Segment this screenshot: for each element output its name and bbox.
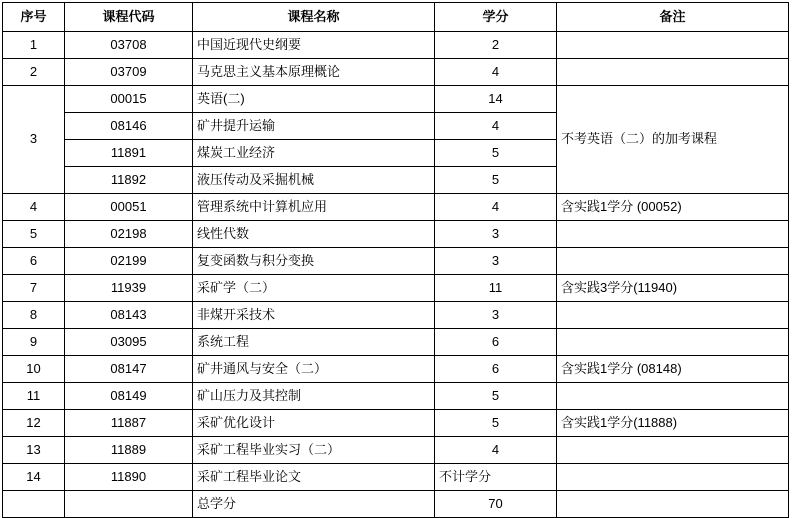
table-row	[3, 302, 789, 329]
cell-remark	[557, 59, 789, 86]
cell-credit: 4	[435, 59, 557, 86]
cell-credit: 11	[435, 275, 557, 302]
table-row	[3, 221, 789, 248]
cell-seq: 2	[3, 59, 65, 86]
cell-seq: 12	[3, 410, 65, 437]
cell-remark: 含实践1学分 (08148)	[557, 356, 789, 383]
cell-credit: 5	[435, 167, 557, 194]
cell-code: 02199	[65, 248, 193, 275]
cell-code: 11939	[65, 275, 193, 302]
cell-name: 矿井提升运输	[193, 113, 435, 140]
cell-remark	[557, 302, 789, 329]
cell-name: 液压传动及采掘机械	[193, 167, 435, 194]
cell-remark	[557, 32, 789, 59]
cell-name: 采矿工程毕业实习（二）	[193, 437, 435, 464]
column-header-seq: 序号	[3, 3, 65, 32]
cell-code: 08143	[65, 302, 193, 329]
cell-seq-group: 3	[3, 86, 65, 194]
cell-credit: 4	[435, 194, 557, 221]
cell-code: 00015	[65, 86, 193, 113]
cell-credit: 2	[435, 32, 557, 59]
table-total-row	[3, 491, 789, 518]
cell-name: 采矿工程毕业论文	[193, 464, 435, 491]
cell-seq: 4	[3, 194, 65, 221]
cell-name: 采矿学（二）	[193, 275, 435, 302]
cell-code: 03095	[65, 329, 193, 356]
cell-seq: 9	[3, 329, 65, 356]
cell-credit: 14	[435, 86, 557, 113]
cell-remark	[557, 221, 789, 248]
cell-code: 03708	[65, 32, 193, 59]
cell-name: 英语(二)	[193, 86, 435, 113]
cell-remark	[557, 464, 789, 491]
cell-remark: 含实践3学分(11940)	[557, 275, 789, 302]
cell-remark	[557, 248, 789, 275]
cell-credit: 5	[435, 410, 557, 437]
cell-name: 采矿优化设计	[193, 410, 435, 437]
cell-code: 11891	[65, 140, 193, 167]
cell-code: 08149	[65, 383, 193, 410]
table-row	[3, 194, 789, 221]
cell-remark	[557, 437, 789, 464]
cell-credit: 4	[435, 113, 557, 140]
cell-code: 02198	[65, 221, 193, 248]
column-header-code: 课程代码	[65, 3, 193, 32]
cell-name: 矿井通风与安全（二）	[193, 356, 435, 383]
cell-code: 08147	[65, 356, 193, 383]
cell-code-empty	[65, 491, 193, 518]
column-header-remark: 备注	[557, 3, 789, 32]
cell-seq: 11	[3, 383, 65, 410]
table-header-row	[3, 3, 789, 32]
cell-name: 煤炭工业经济	[193, 140, 435, 167]
table-row	[3, 356, 789, 383]
cell-code: 00051	[65, 194, 193, 221]
cell-seq: 8	[3, 302, 65, 329]
table-row	[3, 329, 789, 356]
cell-seq: 5	[3, 221, 65, 248]
table-row	[3, 248, 789, 275]
cell-remark: 含实践1学分(11888)	[557, 410, 789, 437]
table-row	[3, 59, 789, 86]
cell-seq: 13	[3, 437, 65, 464]
cell-remark: 含实践1学分 (00052)	[557, 194, 789, 221]
table-row	[3, 275, 789, 302]
cell-name: 管理系统中计算机应用	[193, 194, 435, 221]
cell-credit: 3	[435, 221, 557, 248]
cell-code: 08146	[65, 113, 193, 140]
cell-name: 非煤开采技术	[193, 302, 435, 329]
cell-total-credit: 70	[435, 491, 557, 518]
cell-credit: 5	[435, 383, 557, 410]
cell-seq: 14	[3, 464, 65, 491]
table-row	[3, 383, 789, 410]
cell-code: 11887	[65, 410, 193, 437]
cell-name: 线性代数	[193, 221, 435, 248]
cell-credit: 3	[435, 248, 557, 275]
table-row	[3, 437, 789, 464]
cell-seq: 6	[3, 248, 65, 275]
cell-name: 马克思主义基本原理概论	[193, 59, 435, 86]
cell-code: 11892	[65, 167, 193, 194]
cell-credit: 5	[435, 140, 557, 167]
table-row	[3, 410, 789, 437]
cell-credit: 3	[435, 302, 557, 329]
course-table	[2, 2, 789, 518]
cell-name: 矿山压力及其控制	[193, 383, 435, 410]
table-row	[3, 32, 789, 59]
cell-credit: 6	[435, 356, 557, 383]
cell-seq: 10	[3, 356, 65, 383]
column-header-credit: 学分	[435, 3, 557, 32]
cell-seq: 1	[3, 32, 65, 59]
cell-name: 中国近现代史纲要	[193, 32, 435, 59]
cell-name: 系统工程	[193, 329, 435, 356]
cell-seq: 7	[3, 275, 65, 302]
cell-credit: 6	[435, 329, 557, 356]
cell-name: 复变函数与积分变换	[193, 248, 435, 275]
cell-seq-empty	[3, 491, 65, 518]
cell-remark	[557, 383, 789, 410]
cell-code: 03709	[65, 59, 193, 86]
cell-code: 11889	[65, 437, 193, 464]
cell-remark-group: 不考英语（二）的加考课程	[557, 86, 789, 194]
cell-credit: 4	[435, 437, 557, 464]
table-row	[3, 464, 789, 491]
column-header-name: 课程名称	[193, 3, 435, 32]
cell-total-label: 总学分	[193, 491, 435, 518]
cell-code: 11890	[65, 464, 193, 491]
cell-credit: 不计学分	[435, 464, 557, 491]
cell-remark	[557, 329, 789, 356]
table-row	[3, 86, 789, 113]
cell-remark-empty	[557, 491, 789, 518]
